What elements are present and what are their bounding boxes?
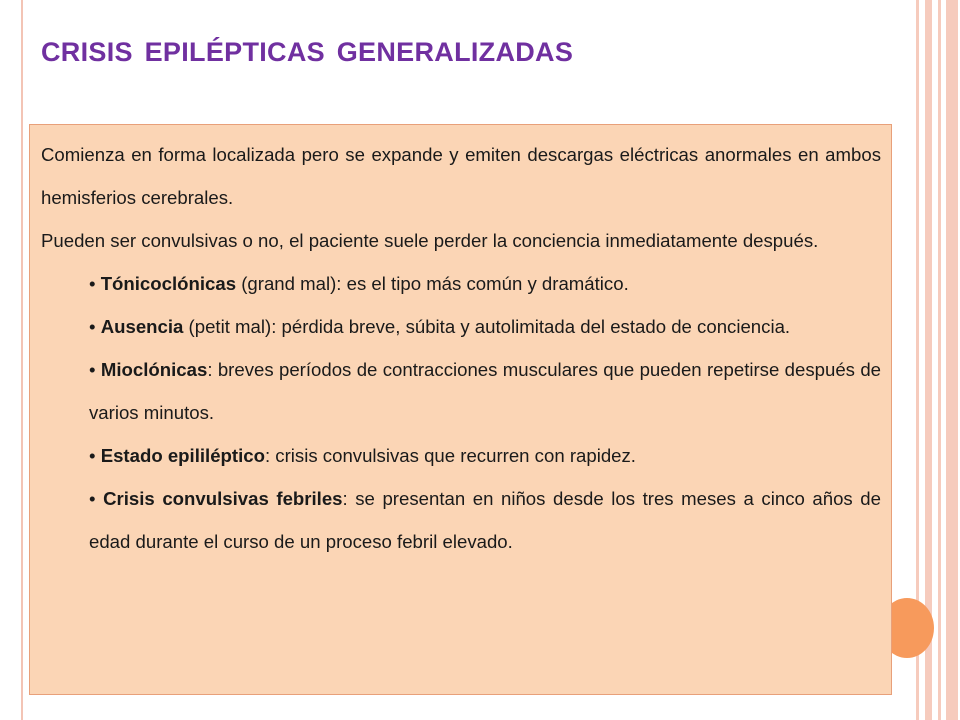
- stripe: [946, 0, 958, 720]
- bullet-crisis-febriles: [41, 477, 881, 563]
- bullet-tonicoclonicas: [41, 262, 881, 305]
- bullet-estado-epileptico: [41, 434, 881, 477]
- consciousness-paragraph: Pueden ser convulsivas o no, el paciente suele perder la conciencia inmediatamente después.: [41, 230, 819, 251]
- content-box: [29, 124, 892, 695]
- bullet-term: Mioclónicas: [100, 359, 208, 380]
- left-frame-line: [21, 0, 23, 720]
- bullet-marker: •: [89, 316, 96, 337]
- slide-title: CRISIS EPILÉPTICAS GENERALIZADAS: [41, 37, 574, 67]
- bullet-marker: •: [89, 488, 96, 509]
- intro-paragraph: Comienza en forma localizada pero se expande y emiten descargas eléctricas anormales en ambos hemisferios cerebrales.: [41, 144, 881, 208]
- bullet-marker: •: [89, 445, 96, 466]
- bullet-text: (grand mal): es el tipo más común y dramático.: [236, 273, 629, 294]
- bullet-text: : breves períodos de contracciones musculares que pueden repetirse después de varios minutos.: [89, 359, 881, 423]
- bullet-text: : crisis convulsivas que recurren con rapidez.: [264, 445, 636, 466]
- bullet-ausencia: [41, 305, 881, 348]
- bullet-term: Crisis convulsivas febriles: [103, 488, 343, 509]
- bullet-text: : se presentan en niños desde los tres meses a cinco años de edad durante el curso de un proceso febril elevado.: [89, 488, 881, 552]
- bullet-marker: •: [89, 273, 96, 294]
- bullet-term: Estado epililéptico: [100, 445, 265, 466]
- bullet-text: (petit mal): pérdida breve, súbita y autolimitada del estado de conciencia.: [183, 316, 791, 337]
- bullet-mioclonicas: [41, 348, 881, 434]
- bullet-term: Tónicoclónicas: [100, 273, 237, 294]
- stripe: [938, 0, 941, 720]
- bullet-term: Ausencia: [100, 316, 184, 337]
- bullet-marker: •: [89, 359, 96, 380]
